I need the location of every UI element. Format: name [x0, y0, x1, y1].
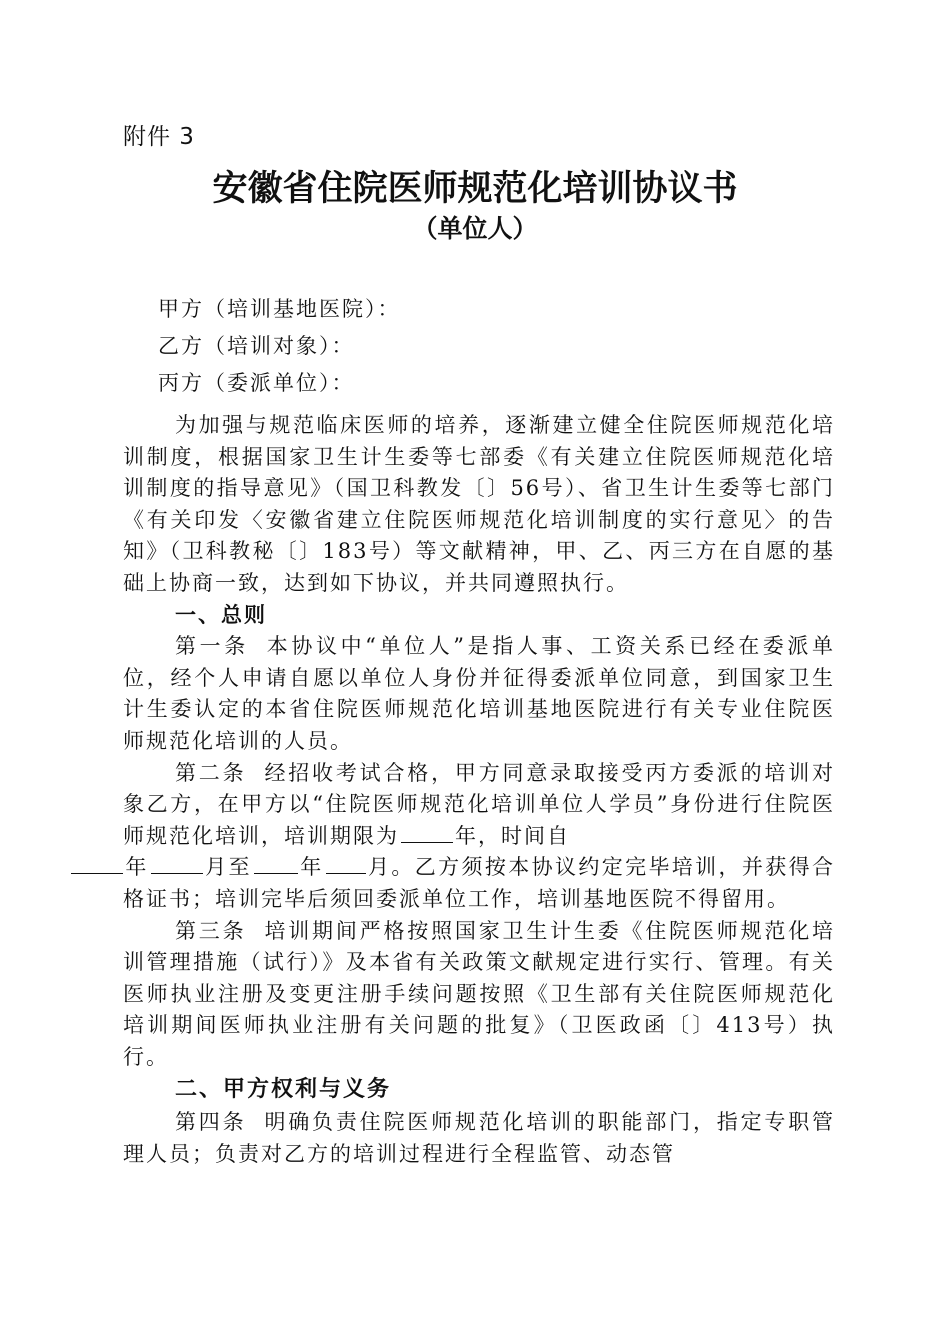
attachment-label: 附件 3 — [123, 124, 195, 150]
party-c: 丙方（委派单位）： — [158, 371, 355, 395]
agreement-body — [123, 410, 835, 1171]
article-2-text-d: 月至 — [204, 855, 252, 880]
article-1-text: 本协议中“单位人”是指人事、工资关系已经在委派单位，经个人申请自愿以单位人身份并征得委派单位同意，到国家卫生计生委认定的本省住院医师规范化培训基地医院进行有关专业住院医师规范化培训的人员。 — [123, 634, 835, 753]
article-2 — [123, 758, 835, 916]
article-4 — [123, 1107, 835, 1170]
article-1-label: 第一条 — [175, 634, 249, 659]
preamble-paragraph: 为加强与规范临床医师的培养，逐渐建立健全住院医师规范化培训制度，根据国家卫生计生委等七部委《有关建立住院医师规范化培训制度的指导意见》（国卫科教发〔〕56号）、省卫生计生委等七部门《有关印发〈安徽省建立住院医师规范化培训制度的实行意见〉的告知》（卫科教秘〔〕183号）等文献精神，甲、乙、丙三方在自愿的基础上协商一致，达到如下协议，并共同遵照执行。 — [123, 413, 835, 595]
article-3 — [123, 916, 835, 1074]
blank-start-year — [71, 853, 123, 874]
parties-block — [158, 291, 858, 402]
section-heading-party-a: 二、甲方权利与义务 — [175, 1077, 392, 1103]
blank-start-month — [151, 853, 203, 874]
blank-training-years — [401, 822, 453, 843]
article-2-text-f: 月。乙方须按本协议约定完毕培训，并获得合格证书；培训完毕后须回委派单位工作，培训基地医院不得留用。 — [123, 855, 836, 911]
article-4-label: 第四条 — [175, 1110, 247, 1135]
document-subtitle: （单位人） — [412, 214, 538, 243]
article-1 — [123, 631, 835, 757]
article-3-text: 培训期间严格按照国家卫生计生委《住院医师规范化培训管理措施（试行）》及本省有关政策文献规定进行实行、管理。有关医师执业注册及变更注册手续问题按照《卫生部有关住院医师规范化培训期间医师执业注册有关问题的批复》（卫医政函〔〕413号）执行。 — [123, 918, 836, 1069]
article-3-label: 第三条 — [175, 918, 247, 943]
article-2-label: 第二条 — [175, 760, 247, 785]
article-2-text-e: 年 — [299, 855, 324, 880]
article-4-text: 明确负责住院医师规范化培训的职能部门，指定专职管理人员；负责对乙方的培训过程进行全程监管、动态管 — [123, 1110, 836, 1167]
document-title: 安徽省住院医师规范化培训协议书 — [212, 169, 738, 209]
article-2-text-b: 年，时间自 — [455, 823, 570, 848]
blank-end-month — [326, 853, 366, 874]
section-heading-general: 一、总则 — [175, 602, 267, 627]
article-2-text-c: 年 — [125, 855, 149, 880]
blank-end-year — [254, 853, 298, 874]
article-2-text-a: 经招收考试合格，甲方同意录取接受丙方委派的培训对象乙方，在甲方以“住院医师规范化培训单位人学员”身份进行住院医师规范化培训，培训期限为 — [123, 760, 836, 848]
party-a: 甲方（培训基地医院）： — [158, 297, 401, 321]
party-b: 乙方（培训对象）： — [158, 334, 355, 358]
